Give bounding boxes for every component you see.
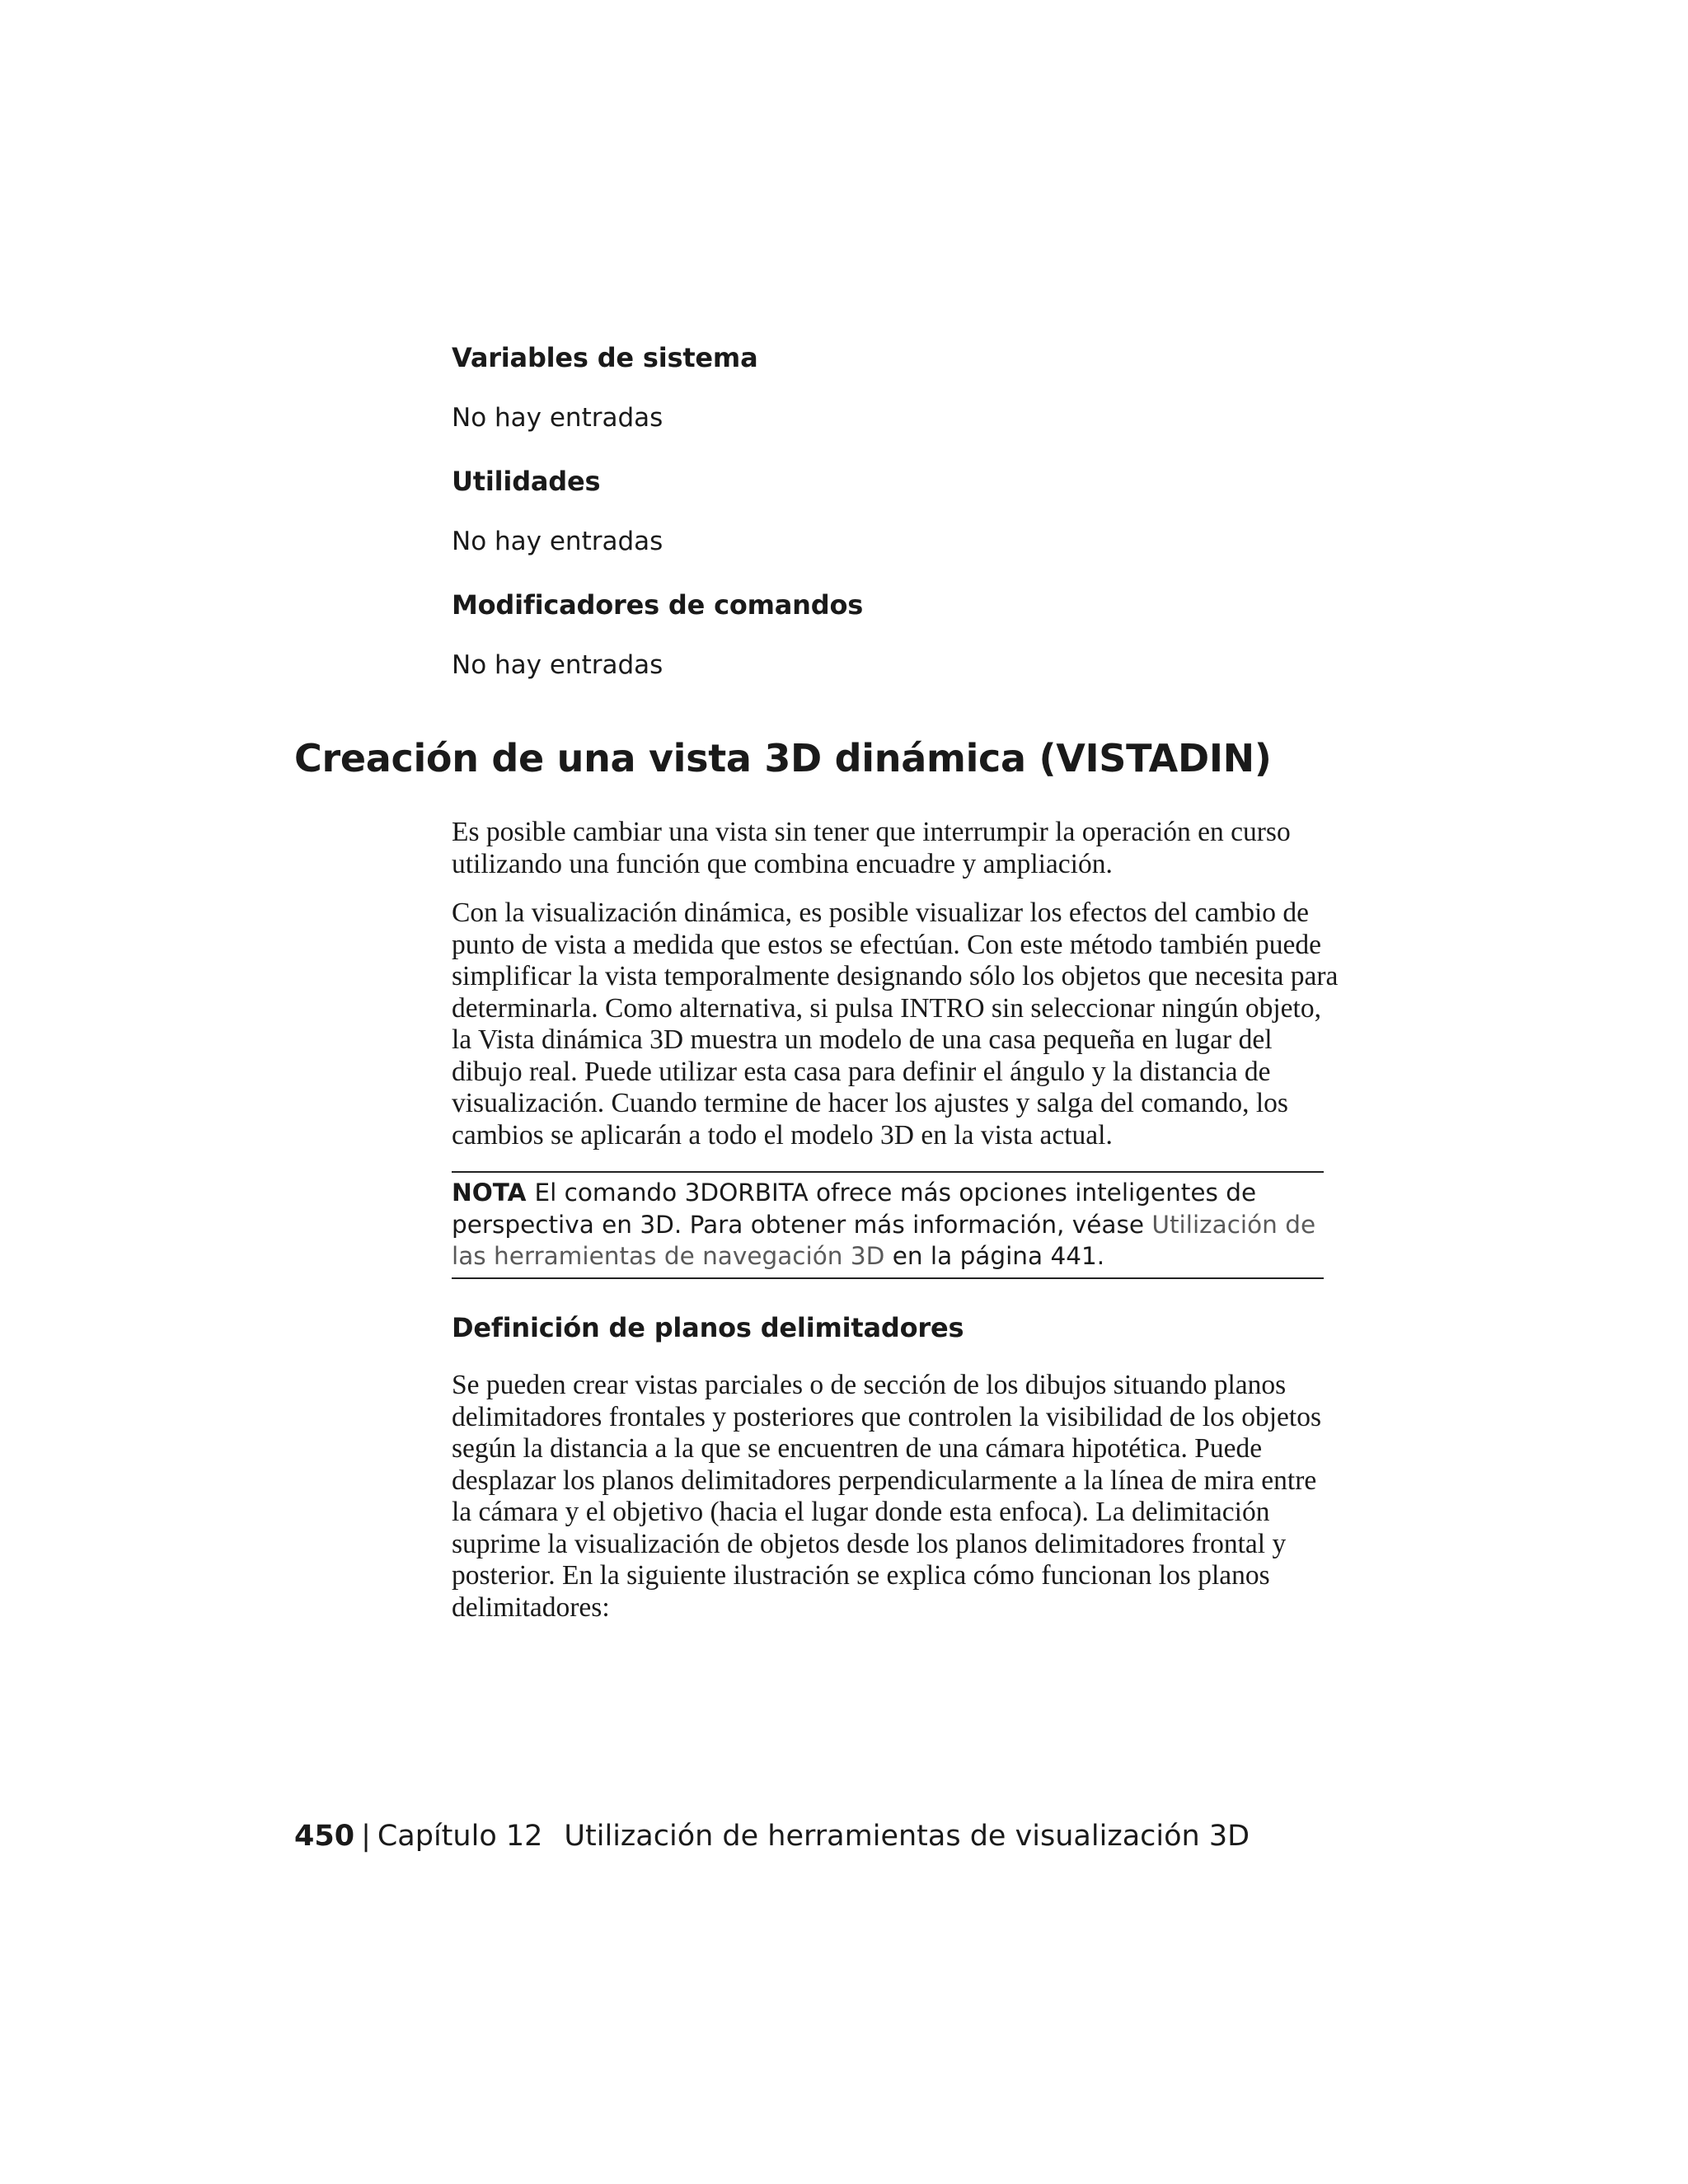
- note-top-rule: [452, 1171, 1324, 1173]
- note-block: [452, 1177, 1325, 1272]
- command-modifiers-text: No hay entradas: [452, 650, 663, 680]
- system-variables-text: No hay entradas: [452, 403, 663, 433]
- footer-chapter-title: Utilización de herramientas de visualización 3D: [564, 1820, 1250, 1853]
- intro-paragraph: Es posible cambiar una vista sin tener que interrumpir la operación en curso utilizando una función que combina encuadre y ampliación.: [452, 817, 1291, 879]
- command-modifiers-heading: Modificadores de comandos: [452, 589, 864, 621]
- footer-chapter: Capítulo 12: [377, 1820, 543, 1853]
- note-text-after: en la página 441.: [884, 1242, 1105, 1270]
- note-link[interactable]: Utilización de las herramientas de navegación 3D: [452, 1210, 1316, 1270]
- page-number: 450: [294, 1820, 355, 1853]
- system-variables-heading: Variables de sistema: [452, 342, 758, 373]
- note-bottom-rule: [452, 1277, 1324, 1279]
- clipping-planes-paragraph: Se pueden crear vistas parciales o de sección de los dibujos situando planos delimitadores frontales y posteriores que controlen la visibilidad de los objetos según la distancia a la que se encuentren de una cámara hipotética. Puede desplazar los planos delimitadores perpendicularmente a la línea de mira entre la cámara y el objetivo (hacia el lugar donde esta enfoca). La delimitación suprime la visualización de objetos desde los planos delimitadores frontal y posterior. En la siguiente ilustración se explica cómo funcionan los planos delimitadores:: [452, 1370, 1322, 1623]
- clipping-planes-heading: Definición de planos delimitadores: [452, 1312, 964, 1343]
- utilities-text: No hay entradas: [452, 527, 663, 556]
- note-label: NOTA: [452, 1179, 527, 1207]
- utilities-heading: Utilidades: [452, 466, 601, 497]
- page-footer: [294, 1820, 1250, 1853]
- note-text-before: El comando 3DORBITA ofrece más opciones inteligentes de perspectiva en 3D. Para obtener más información, véase: [452, 1179, 1257, 1239]
- dynamic-view-paragraph: Con la visualización dinámica, es posible visualizar los efectos del cambio de punto de vista a medida que estos se efectúan. Con este método también puede simplificar la vista temporalmente designando sólo los objetos que necesita para determinarla. Como alternativa, si pulsa INTRO sin seleccionar ningún objeto, la Vista dinámica 3D muestra un modelo de una casa pequeña en lugar del dibujo real. Puede utilizar esta casa para definir el ángulo y la distancia de visualización. Cuando termine de hacer los ajustes y salga del comando, los cambios se aplicarán a todo el modelo 3D en la vista actual.: [452, 898, 1339, 1151]
- footer-separator: |: [361, 1820, 371, 1853]
- section-title: Creación de una vista 3D dinámica (VISTADIN): [294, 736, 1272, 780]
